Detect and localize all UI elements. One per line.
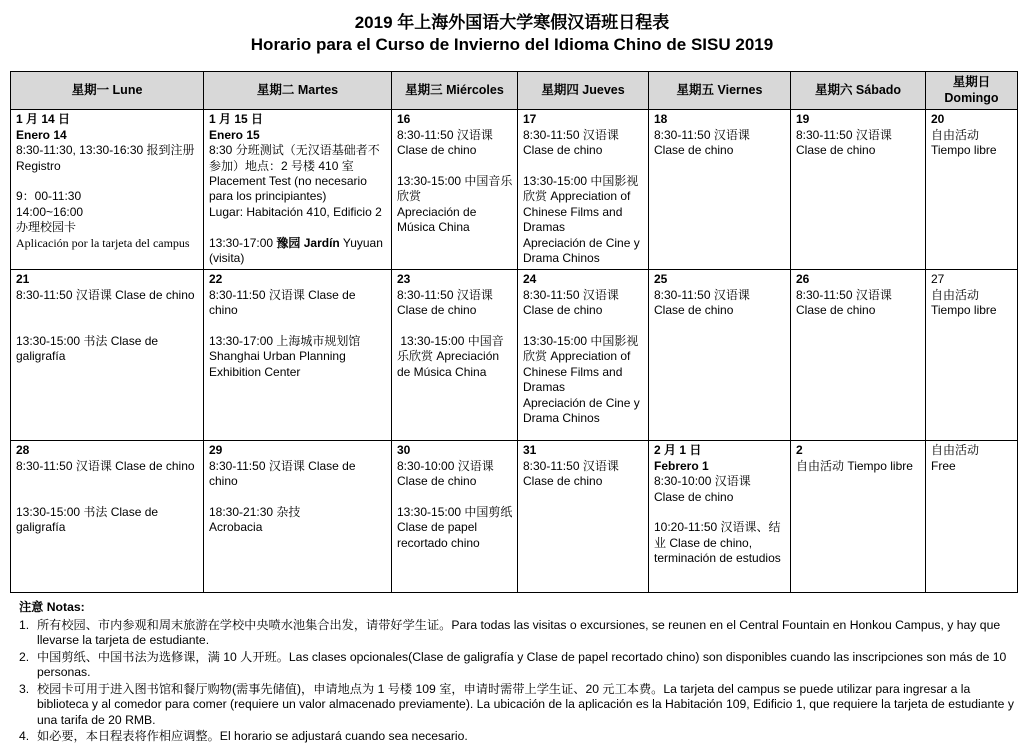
cell-line <box>523 272 644 287</box>
cell-text-segment: 20 <box>931 112 945 127</box>
cell-line <box>209 520 387 535</box>
cell-text-segment: 10:20-11:50 汉语课、结业 Clase de chino, terminación de estudios <box>654 520 781 566</box>
cell-text-segment: Clase de chino <box>654 143 734 158</box>
cell-line <box>931 128 1013 143</box>
cell-line <box>931 272 1013 287</box>
cell-line <box>209 288 387 319</box>
cell-text-segment: 14:00~16:00 <box>16 204 84 219</box>
table-header-cell: 星期三 Miércoles <box>392 71 518 109</box>
notes-heading: 注意 Notas: <box>19 600 85 615</box>
cell-text-segment: 18 <box>654 112 668 127</box>
cell-text-segment: 自由活动 <box>931 287 980 302</box>
cell-text-segment: 8:30-11:50 汉语课 <box>654 287 750 302</box>
cell-line <box>796 272 921 287</box>
note-number: 3. <box>19 681 30 696</box>
cell-text-segment: 29 <box>209 443 223 458</box>
cell-line <box>16 334 199 365</box>
cell-text-segment: Apreciación de Cine y Drama Chinos <box>523 395 644 426</box>
cell-line <box>397 319 513 334</box>
table-row <box>11 270 1018 441</box>
cell-line <box>397 459 513 474</box>
cell-text-segment: 24 <box>523 272 537 287</box>
cell-line <box>16 272 199 287</box>
note-item <box>19 618 1015 649</box>
schedule-cell <box>649 270 791 441</box>
cell-text-segment: 8:30-11:50 汉语课 <box>796 287 892 302</box>
cell-text-segment: 8:30-11:50 汉语课 <box>654 127 750 142</box>
cell-line <box>397 334 513 380</box>
cell-text-segment: Tiempo libre <box>931 303 997 318</box>
cell-text-segment: 13:30-15:00 书法 Clase de galigrafía <box>16 505 162 535</box>
cell-text-segment: 8:30-11:30, 13:30-16:30 报到注册 <box>16 143 195 158</box>
cell-line <box>397 128 513 143</box>
cell-text-segment: 2 <box>796 443 803 458</box>
cell-text-segment: 13:30-15:00 书法 Clase de galigrafía <box>16 334 162 364</box>
cell-line <box>209 505 387 520</box>
cell-line <box>397 474 513 489</box>
cell-line <box>16 288 199 303</box>
cell-text-segment: 8:30-11:50 汉语课 <box>397 127 493 142</box>
note-item <box>19 650 1015 681</box>
cell-text-segment: 8:30-11:50 汉语课 <box>796 127 892 142</box>
cell-line <box>16 459 199 474</box>
cell-text-segment: 13:30-15:00 中国音乐欣赏 Apreciación de Música China <box>397 334 504 379</box>
cell-text-segment: 25 <box>654 272 668 287</box>
cell-text-segment: 2 月 1 日 <box>654 443 702 458</box>
cell-text-segment: 自由活动 <box>931 127 980 142</box>
cell-text-segment: 19 <box>796 112 810 127</box>
cell-line <box>209 334 387 380</box>
cell-text-segment: Clase de chino <box>796 143 876 158</box>
cell-text-segment: 13:30-15:00 中国音乐欣赏 <box>397 174 513 204</box>
cell-text-segment: Clase de chino <box>654 303 734 318</box>
cell-text-segment: Acrobacia <box>209 520 263 535</box>
cell-line <box>796 288 921 303</box>
cell-text-segment: 18:30-21:30 杂技 <box>209 505 301 519</box>
cell-text-segment: Clase de chino <box>796 303 876 318</box>
cell-line <box>209 128 387 143</box>
cell-line <box>397 143 513 158</box>
cell-line <box>523 159 644 174</box>
cell-text-segment: 31 <box>523 443 537 458</box>
cell-line <box>796 143 921 158</box>
cell-text-segment: 9：00-11:30 <box>16 189 82 204</box>
cell-text-segment: 1 月 14 日 <box>16 112 71 127</box>
schedule-cell <box>204 270 392 441</box>
note-number: 1. <box>19 617 30 632</box>
cell-text-segment: 8:30-11:50 汉语课 Clase de chino <box>16 458 195 473</box>
cell-text-segment: 16 <box>397 112 411 127</box>
schedule-cell <box>518 110 649 270</box>
schedule-cell <box>649 110 791 270</box>
cell-text-segment: 8:30-11:50 汉语课 Clase de chino <box>16 287 195 302</box>
cell-text-segment: Placement Test (no necesario para los principiantes) <box>209 174 371 204</box>
cell-text-segment: 豫园 Jardín <box>276 235 340 250</box>
cell-line <box>209 174 387 205</box>
cell-line <box>209 112 387 127</box>
cell-text-segment: 21 <box>16 272 30 287</box>
cell-line <box>397 174 513 205</box>
cell-line <box>796 112 921 127</box>
cell-text-segment: Registro <box>16 158 61 173</box>
note-item <box>19 682 1015 728</box>
cell-line <box>523 474 644 489</box>
note-number: 2. <box>19 649 30 664</box>
cell-line <box>16 220 199 235</box>
schedule-cell <box>518 441 649 593</box>
cell-line <box>523 303 644 318</box>
note-number: 4. <box>19 729 30 743</box>
cell-line <box>16 143 199 158</box>
cell-line <box>654 490 786 505</box>
cell-line <box>16 474 199 489</box>
table-row <box>11 441 1018 593</box>
cell-text-segment: Febrero 1 <box>654 458 709 473</box>
cell-text-segment: 8:30-11:50 汉语课 Clase de chino <box>209 287 359 318</box>
cell-line <box>209 236 387 267</box>
cell-text-segment: 13:30-17:00 上海城市规划馆 Shanghai Urban Planning Exhibition Center <box>209 334 364 379</box>
table-header-cell: 星期一 Lune <box>11 71 204 109</box>
cell-line <box>654 288 786 303</box>
cell-text-segment: 自由活动 Tiempo libre <box>796 458 913 473</box>
cell-line <box>16 205 199 220</box>
schedule-cell <box>791 270 926 441</box>
table-header-cell: 星期五 Viernes <box>649 71 791 109</box>
table-header-cell: 星期日 Domingo <box>926 71 1018 109</box>
cell-line <box>209 490 387 505</box>
schedule-cell <box>11 270 204 441</box>
cell-line <box>16 236 199 251</box>
cell-line <box>654 474 786 489</box>
cell-line <box>397 272 513 287</box>
cell-line <box>397 112 513 127</box>
cell-text-segment: Apreciación de Música China <box>397 204 480 235</box>
cell-text-segment: 8:30-11:50 汉语课 <box>523 458 619 473</box>
table-row <box>11 110 1018 270</box>
cell-text-segment: 8:30-11:50 汉语课 Clase de chino <box>209 458 359 489</box>
cell-line <box>16 505 199 536</box>
cell-line <box>209 459 387 490</box>
cell-text-segment: 13:30-15:00 中国影视欣赏 Appreciation of Chinese Films and Dramas <box>523 334 639 395</box>
schedule-cell <box>926 110 1018 270</box>
cell-line <box>209 143 387 174</box>
cell-text-segment: 8:30 分班测试（无汉语基础者不参加）地点：2 号楼 410 室 <box>209 143 380 173</box>
cell-line <box>16 189 199 204</box>
note-text: 校园卡可用于进入图书馆和餐厅购物(需事先储值)，申请地点为 1 号楼 109 室，申请时需带上学生证、20 元工本费。La tarjeta del campus se puede utilizar para ingresar a la biblioteca y al comedor para comer (requiere un valor almacenado previamente). La ubicación de la aplicación es la Habitación 109, Edificio 1, que requiere la tarjeta de estudiante y una tarifa de 20 RMB. <box>37 681 1014 727</box>
cell-line <box>796 128 921 143</box>
cell-line <box>16 112 199 127</box>
cell-line <box>523 459 644 474</box>
cell-line <box>654 459 786 474</box>
cell-line <box>931 112 1013 127</box>
cell-text-segment: 13:30-15:00 中国剪纸 <box>397 505 513 519</box>
note-text: 所有校园、市内参观和周末旅游在学校中央喷水池集合出发，请带好学生证。Para todas las visitas o excursiones, se reunen en el Central Fountain en Honkou Campus, y hay que llevarse la tarjeta de estudiante. <box>37 617 1001 648</box>
schedule-cell <box>926 270 1018 441</box>
cell-text-segment: 23 <box>397 272 411 287</box>
cell-line <box>796 459 921 474</box>
cell-line <box>523 334 644 396</box>
table-header-cell: 星期六 Sábado <box>791 71 926 109</box>
cell-line <box>209 205 387 220</box>
cell-line <box>16 303 199 318</box>
cell-text-segment: 28 <box>16 443 30 458</box>
cell-line <box>931 303 1013 318</box>
cell-line <box>397 303 513 318</box>
cell-text-segment: Clase de papel recortado chino <box>397 520 481 550</box>
cell-line <box>654 505 786 520</box>
cell-text-segment: 13:30-15:00 中国影视欣赏 Appreciation of Chinese Films and Dramas <box>523 174 639 235</box>
cell-line <box>209 443 387 458</box>
cell-line <box>654 128 786 143</box>
cell-line <box>523 236 644 267</box>
schedule-table <box>10 71 1018 593</box>
title-line-es: Horario para el Curso de Invierno del Idioma Chino de SISU 2019 <box>250 35 774 55</box>
cell-text-segment: 8:30-11:50 汉语课 <box>397 287 493 302</box>
cell-text-segment: Clase de chino <box>397 303 477 318</box>
cell-line <box>397 490 513 505</box>
cell-text-segment: 13:30-17:00 <box>209 235 277 250</box>
cell-line <box>523 174 644 236</box>
cell-line <box>796 303 921 318</box>
cell-text-segment: 1 月 15 日 <box>209 112 264 127</box>
cell-text-segment: 22 <box>209 272 223 287</box>
table-header-cell: 星期二 Martes <box>204 71 392 109</box>
table-header-row <box>11 71 1018 109</box>
cell-line <box>16 174 199 189</box>
cell-line <box>209 220 387 235</box>
cell-line <box>654 143 786 158</box>
cell-line <box>397 288 513 303</box>
cell-text-segment: Clase de chino <box>523 474 603 489</box>
cell-text-segment: 30 <box>397 443 411 458</box>
cell-text-segment: 自由活动 <box>931 443 980 458</box>
cell-line <box>654 443 786 458</box>
schedule-cell <box>11 441 204 593</box>
cell-text-segment: Lugar: Habitación 410, Edificio 2 <box>209 204 382 219</box>
cell-line <box>16 159 199 174</box>
schedule-cell <box>11 110 204 270</box>
cell-line <box>16 128 199 143</box>
cell-text-segment: 8:30-11:50 汉语课 <box>523 287 619 302</box>
cell-text-segment: Clase de chino <box>523 303 603 318</box>
cell-line <box>523 288 644 303</box>
cell-line <box>16 319 199 334</box>
cell-line <box>397 205 513 236</box>
title-line-zh: 2019 年上海外国语大学寒假汉语班日程表 <box>354 13 670 32</box>
cell-line <box>931 288 1013 303</box>
cell-line <box>397 443 513 458</box>
cell-line <box>654 303 786 318</box>
cell-text-segment: 8:30-11:50 汉语课 <box>523 127 619 142</box>
cell-text-segment: Tiempo libre <box>931 143 997 158</box>
note-text: 如必要，本日程表将作相应调整。El horario se adjustará cuando sea necesario. <box>37 729 468 743</box>
schedule-cell <box>392 441 518 593</box>
cell-line <box>796 443 921 458</box>
cell-text-segment: 8:30-10:00 汉语课 <box>397 458 494 473</box>
cell-line <box>654 520 786 566</box>
schedule-cell <box>926 441 1018 593</box>
table-body <box>11 110 1018 593</box>
schedule-cell <box>392 270 518 441</box>
cell-line <box>931 443 1013 458</box>
cell-line <box>523 112 644 127</box>
cell-line <box>16 443 199 458</box>
table-header <box>11 71 1018 109</box>
cell-text-segment: 26 <box>796 272 810 287</box>
cell-line <box>209 319 387 334</box>
cell-text-segment: 8:30-10:00 汉语课 <box>654 474 751 489</box>
cell-text-segment: Yuyuan (visita) <box>209 235 387 266</box>
cell-text-segment: Enero 15 <box>209 127 260 142</box>
cell-text-segment: Clase de chino <box>654 489 734 504</box>
cell-text-segment: Apreciación de Cine y Drama Chinos <box>523 235 644 266</box>
cell-line <box>931 459 1013 474</box>
note-item <box>19 729 1015 744</box>
notes-section <box>9 600 1015 744</box>
cell-line <box>523 128 644 143</box>
cell-line <box>397 505 513 520</box>
cell-line <box>397 159 513 174</box>
cell-text-segment: 27 <box>931 272 945 287</box>
cell-line <box>16 490 199 505</box>
cell-line <box>523 143 644 158</box>
notes-list <box>9 618 1015 745</box>
cell-line <box>931 143 1013 158</box>
cell-text-segment: Free <box>931 458 956 473</box>
schedule-cell <box>204 441 392 593</box>
cell-text-segment: 17 <box>523 112 537 127</box>
schedule-cell <box>791 441 926 593</box>
cell-line <box>523 396 644 427</box>
cell-line <box>523 319 644 334</box>
page-title <box>9 12 1015 57</box>
cell-text-segment: Clase de chino <box>397 143 477 158</box>
schedule-cell <box>791 110 926 270</box>
schedule-cell <box>649 441 791 593</box>
cell-text-segment: Clase de chino <box>397 474 477 489</box>
cell-line <box>654 112 786 127</box>
table-header-cell: 星期四 Jueves <box>518 71 649 109</box>
cell-text-segment: Clase de chino <box>523 143 603 158</box>
cell-line <box>397 520 513 551</box>
cell-line <box>209 272 387 287</box>
cell-line <box>523 443 644 458</box>
cell-text-segment: Aplicación por la tarjeta del campus <box>16 235 190 250</box>
cell-text-segment: Enero 14 <box>16 127 67 142</box>
schedule-cell <box>518 270 649 441</box>
cell-text-segment: 办理校园卡 <box>16 220 77 235</box>
cell-line <box>654 272 786 287</box>
schedule-cell <box>204 110 392 270</box>
schedule-cell <box>392 110 518 270</box>
note-text: 中国剪纸、中国书法为选修课，满 10 人开班。Las clases opcionales(Clase de galigrafía y Clase de papel recortado chino) son disponibles cuando las inscripciones son más de 10 personas. <box>37 649 1007 680</box>
